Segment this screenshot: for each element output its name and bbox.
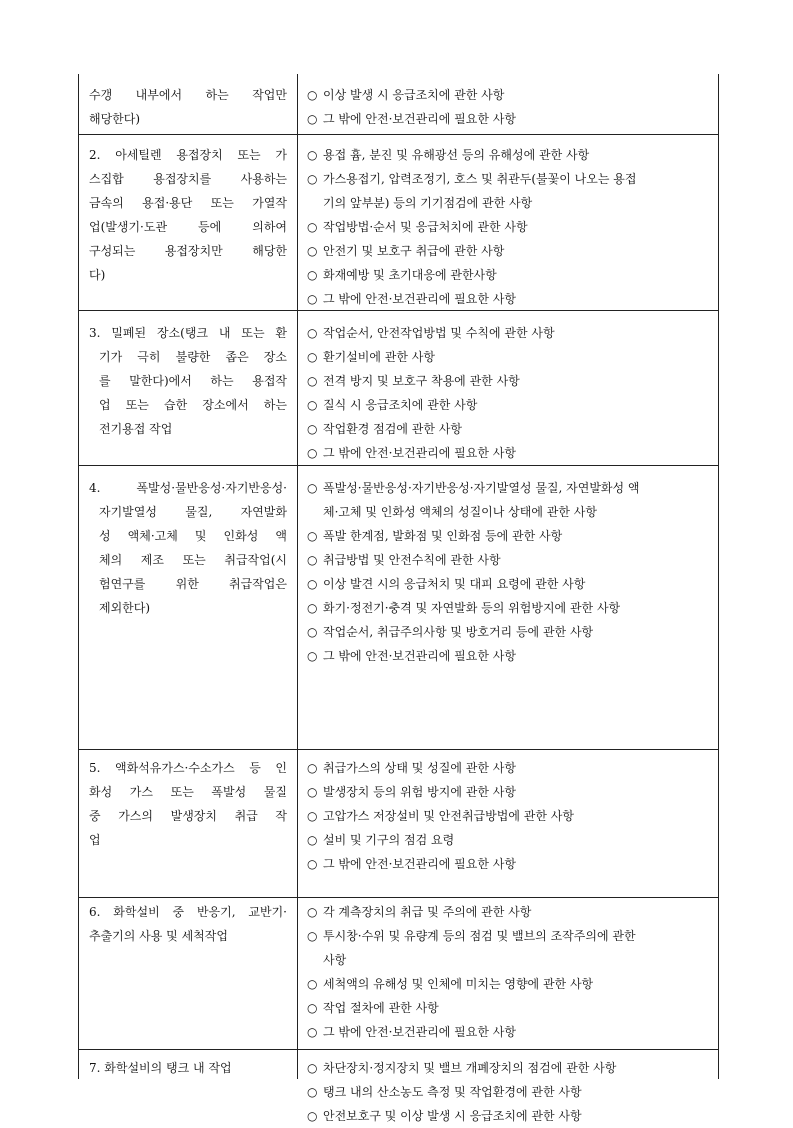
list-item: ○ 화재예방 및 초기대응에 관한사항: [307, 263, 713, 287]
task-cell: [89, 143, 287, 287]
circle-bullet-icon: ○: [307, 785, 318, 799]
content-cell: [307, 1056, 713, 1128]
content-cell: [307, 756, 713, 876]
circle-bullet-icon: ○: [307, 292, 318, 306]
circle-bullet-icon: ○: [307, 148, 318, 162]
list-item: ○ 용접 흄, 분진 및 유해광선 등의 유해성에 관한 사항: [307, 143, 713, 167]
task-line: 6. 화학설비 중 반응기, 교반기·: [89, 905, 287, 919]
task-line: 수갱 내부에서 하는 작업만: [89, 88, 287, 102]
task-cell: [89, 321, 287, 441]
list-item: ○ 고압가스 저장설비 및 안전취급방법에 관한 사항: [307, 804, 713, 828]
task-line: 해당한다): [89, 112, 141, 126]
task-line: 험연구를 위한 취급작업은: [99, 577, 287, 591]
circle-bullet-icon: ○: [307, 809, 318, 823]
list-item: ○ 그 밖에 안전·보건관리에 필요한 사항: [307, 107, 713, 131]
task-line: 업(발생기·도관 등에 의하여: [89, 220, 287, 234]
list-item: ○ 폭발성·물반응성·자기반응성·자기발열성 물질, 자연발화성 액 체·고체 및 인화성 액체의 성질이나 상태에 관한 사항: [307, 476, 713, 524]
content-cell: [307, 476, 713, 668]
task-cell: [89, 1056, 287, 1080]
task-line: 5. 액화석유가스·수소가스 등 인: [89, 761, 287, 775]
list-item: ○ 폭발 한계점, 발화점 및 인화점 등에 관한 사항: [307, 524, 713, 548]
task-line: 2. 아세틸렌 용접장치 또는 가: [89, 148, 287, 162]
list-item: ○ 각 계측장치의 취급 및 주의에 관한 사항: [307, 900, 713, 924]
circle-bullet-icon: ○: [307, 374, 318, 388]
list-item: ○ 가스용접기, 압력조정기, 호스 및 취관두(불꽃이 나오는 용접 기의 앞부분) 등의 기기점검에 관한 사항: [307, 167, 713, 215]
list-item: ○ 그 밖에 안전·보건관리에 필요한 사항: [307, 644, 713, 668]
task-line: 구성되는 용접장치만 해당한: [89, 244, 287, 258]
list-item: ○ 그 밖에 안전·보건관리에 필요한 사항: [307, 852, 713, 876]
circle-bullet-icon: ○: [307, 601, 318, 615]
list-item: ○ 화기·정전기·충격 및 자연발화 등의 위험방지에 관한 사항: [307, 596, 713, 620]
list-item: ○ 취급가스의 상태 및 성질에 관한 사항: [307, 756, 713, 780]
list-item: ○ 작업순서, 취급주의사항 및 방호거리 등에 관한 사항: [307, 620, 713, 644]
list-item: ○ 환기설비에 관한 사항: [307, 345, 713, 369]
task-line: 업 또는 습한 장소에서 하는: [99, 398, 287, 412]
circle-bullet-icon: ○: [307, 244, 318, 258]
task-line: 제외한다): [99, 601, 151, 615]
circle-bullet-icon: ○: [307, 1085, 318, 1099]
task-line: 를 말한다)에서 하는 용접작: [99, 374, 287, 388]
circle-bullet-icon: ○: [307, 446, 318, 460]
list-item: ○ 안전기 및 보호구 취급에 관한 사항: [307, 239, 713, 263]
table-row: [79, 135, 718, 311]
task-line: 화성 가스 또는 폭발성 물질: [89, 785, 287, 799]
content-cell: [307, 321, 713, 465]
circle-bullet-icon: ○: [307, 112, 318, 126]
table-row: [79, 1050, 718, 1123]
task-cell: [89, 83, 287, 131]
list-item: ○ 취급방법 및 안전수칙에 관한 사항: [307, 548, 713, 572]
table-row: [79, 74, 718, 135]
circle-bullet-icon: ○: [307, 172, 318, 186]
list-item: ○ 차단장치·정지장치 및 밸브 개폐장치의 점검에 관한 사항: [307, 1056, 713, 1080]
circle-bullet-icon: ○: [307, 88, 318, 102]
list-item: ○ 안전보호구 및 이상 발생 시 응급조치에 관한 사항: [307, 1104, 713, 1128]
list-item: ○ 설비 및 기구의 점검 요령: [307, 828, 713, 852]
circle-bullet-icon: ○: [307, 1001, 318, 1015]
list-item: ○ 세척액의 유해성 및 인체에 미치는 영향에 관한 사항: [307, 972, 713, 996]
circle-bullet-icon: ○: [307, 625, 318, 639]
list-item: ○ 질식 시 응급조치에 관한 사항: [307, 393, 713, 417]
table-row: [79, 750, 718, 898]
circle-bullet-icon: ○: [307, 929, 318, 943]
list-item: ○ 이상 발생 시 응급조치에 관한 사항: [307, 83, 713, 107]
circle-bullet-icon: ○: [307, 553, 318, 567]
list-item: ○ 발생장치 등의 위험 방지에 관한 사항: [307, 780, 713, 804]
list-item: ○ 작업 절차에 관한 사항: [307, 996, 713, 1020]
list-item: ○ 그 밖에 안전·보건관리에 필요한 사항: [307, 287, 713, 311]
circle-bullet-icon: ○: [307, 422, 318, 436]
content-cell: [307, 900, 713, 1044]
list-item: ○ 투시창·수위 및 유량계 등의 점검 및 밸브의 조작주의에 관한 사항: [307, 924, 713, 972]
task-line: 기가 극히 불량한 좁은 장소: [99, 350, 287, 364]
circle-bullet-icon: ○: [307, 220, 318, 234]
education-table: [78, 74, 719, 1123]
task-line: 금속의 용접·용단 또는 가열작: [89, 196, 287, 210]
task-line: 전기용접 작업: [99, 422, 173, 436]
task-line: 스집합 용접장치를 사용하는: [89, 172, 287, 186]
circle-bullet-icon: ○: [307, 577, 318, 591]
circle-bullet-icon: ○: [307, 1061, 318, 1075]
list-item: ○ 이상 발견 시의 응급처치 및 대피 요령에 관한 사항: [307, 572, 713, 596]
circle-bullet-icon: ○: [307, 398, 318, 412]
circle-bullet-icon: ○: [307, 326, 318, 340]
content-cell: [307, 143, 713, 311]
list-item: ○ 그 밖에 안전·보건관리에 필요한 사항: [307, 1020, 713, 1044]
circle-bullet-icon: ○: [307, 649, 318, 663]
circle-bullet-icon: ○: [307, 977, 318, 991]
task-line: 체의 제조 또는 취급작업(시: [99, 553, 287, 567]
task-line: 다): [89, 268, 106, 282]
list-item: ○ 작업환경 점검에 관한 사항: [307, 417, 713, 441]
task-line: 4. 폭발성·물반응성·자기반응성·: [89, 481, 287, 495]
table-row: [79, 311, 718, 466]
circle-bullet-icon: ○: [307, 1025, 318, 1039]
list-item: ○ 전격 방지 및 보호구 착용에 관한 사항: [307, 369, 713, 393]
circle-bullet-icon: ○: [307, 905, 318, 919]
list-item: ○ 그 밖에 안전·보건관리에 필요한 사항: [307, 441, 713, 465]
task-line: 성 액체·고체 및 인화성 액: [99, 529, 287, 543]
table-row: [79, 466, 718, 750]
task-line: 업: [89, 833, 101, 847]
task-line: 3. 밀폐된 장소(탱크 내 또는 환: [89, 326, 287, 340]
circle-bullet-icon: ○: [307, 833, 318, 847]
task-cell: [89, 476, 287, 620]
task-cell: [89, 756, 287, 852]
list-item: ○ 작업방법·순서 및 응급처치에 관한 사항: [307, 215, 713, 239]
task-line: 중 가스의 발생장치 취급 작: [89, 809, 287, 823]
content-cell: [307, 83, 713, 131]
circle-bullet-icon: ○: [307, 268, 318, 282]
circle-bullet-icon: ○: [307, 529, 318, 543]
task-line: 7. 화학설비의 탱크 내 작업: [89, 1061, 232, 1075]
task-line: 자기발열성 물질, 자연발화: [99, 505, 287, 519]
circle-bullet-icon: ○: [307, 481, 318, 495]
circle-bullet-icon: ○: [307, 761, 318, 775]
circle-bullet-icon: ○: [307, 857, 318, 871]
table-row: [79, 898, 718, 1050]
list-item: ○ 탱크 내의 산소농도 측정 및 작업환경에 관한 사항: [307, 1080, 713, 1104]
task-cell: [89, 900, 287, 948]
circle-bullet-icon: ○: [307, 350, 318, 364]
task-line: 추출기의 사용 및 세척작업: [89, 929, 228, 943]
circle-bullet-icon: ○: [307, 1109, 318, 1123]
list-item: ○ 작업순서, 안전작업방법 및 수칙에 관한 사항: [307, 321, 713, 345]
